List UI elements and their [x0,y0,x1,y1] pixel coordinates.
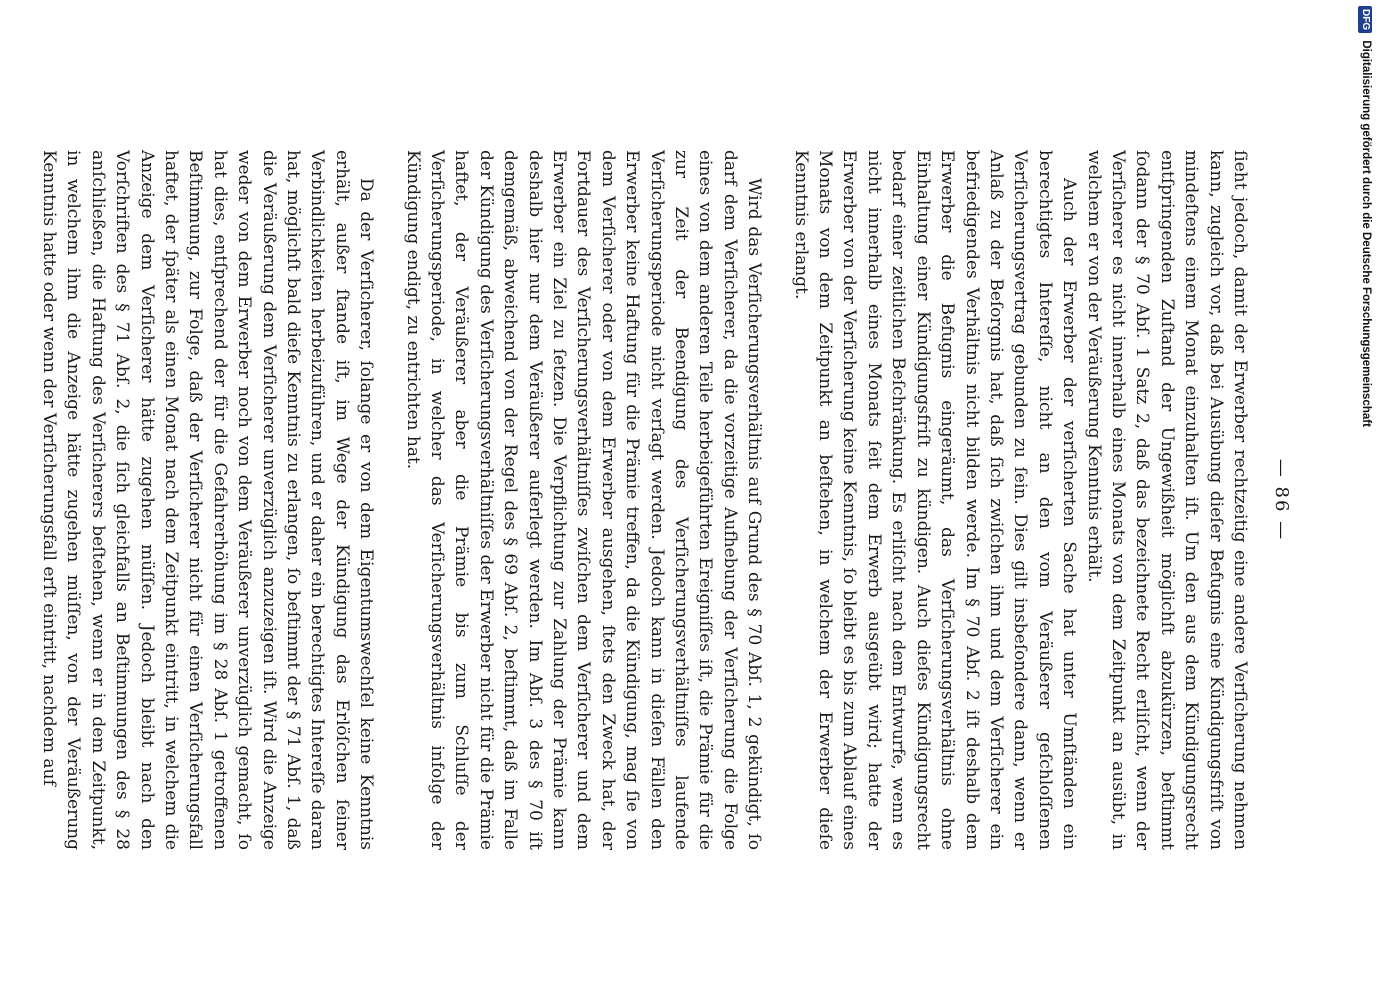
page-body [38,150,1292,850]
paragraph-3: Wird das Verſicherungsverhältnis auf Grund des § 70 Abſ. 1, 2 gekündigt, ſo darf dem Verſicherer, da die vorzeitige Aufhebung der Verſicherung die Folge eines von dem anderen Teile herbeigeführten Ereigniſſes iſt, die Prämie für die zur Zeit der Beendigung des Verſicherungsverhältniſſes laufende Verſicherungsperiode nicht verſagt werden. Jedoch kann in dieſen Fällen den Erwerber keine Haftung für die Prämie treffen, da die Kündigung, mag ſie von dem Verſicherer oder von dem Erwerber ausgehen, ſtets den Zweck hat, der Fortdauer des Verſicherungsverhältniſſes zwiſchen dem Verſicherer und dem Erwerber ein Ziel zu ſetzen. Die Verpflichtung zur Zahlung der Prämie kann deshalb hier nur dem Veräußerer auferlegt werden. Im Abſ. 3 des § 70 iſt demgemäß, abweichend von der Regel des § 69 Abſ. 2, beſtimmt, daß im Falle der Kündigung des Verſicherungsverhältniſſes der Erwerber nicht für die Prämie haftet, der Veräußerer aber die Prämie bis zum Schluſſe der Verſicherungsperiode, in welcher das Verſicherungsverhältnis infolge der Kündigung endigt, zu entrichten hat. [402,150,765,850]
paragraph-2: Auch der Erwerber der verſicherten Sache hat unter Umſtänden ein berechtigtes Intereſſe, nicht an den vom Veräußerer geſchloſſenen Verſicherungsvertrag gebunden zu ſein. Dies gilt insbeſondere dann, wenn er Anlaß zu der Beſorgnis hat, daß ſich zwiſchen ihm und dem Verſicherer ein befriedigendes Verhältnis nicht bilden werde. Im § 70 Abſ. 2 iſt deshalb dem Erwerber die Befugnis eingeräumt, das Verſicherungsverhältnis ohne Einhaltung einer Kündigungsfriſt zu kündigen. Auch dieſes Kündigungsrecht bedarf einer zeitlichen Beſchränkung. Es erliſcht nach dem Entwurfe, wenn es nicht innerhalb eines Monats ſeit dem Erwerb ausgeübt wird; hatte der Erwerber von der Verſicherung keine Kenntnis, ſo bleibt es bis zum Ablauf eines Monats von dem Zeitpunkt an beſtehen, in welchem der Erwerber dieſe Kenntnis erlangt. [790,150,1080,850]
digitization-notice-text: Digitalisierung gefördert durch die Deutsche Forschungsgemeinschaft [1360,40,1372,427]
paragraph-1: ſieht jedoch, damit der Erwerber rechtzeitig eine andere Verſicherung nehmen kann, zugleich vor, daß bei Ausübung dieſer Befugnis eine Kündigungsfriſt von mindeſtens einem Monat einzuhalten iſt. Um den aus dem Kündigungsrecht entſpringenden Zuſtand der Ungewißheit möglichſt abzukürzen, beſtimmt ſodann der § 70 Abſ. 1 Satz 2, daß das bezeichnete Recht erliſcht, wenn der Verſicherer es nicht innerhalb eines Monats von dem Zeitpunkt an ausübt, in welchem er von der Veräußerung Kenntnis erhält. [1083,150,1250,850]
digitization-notice [1356,6,1376,996]
paragraph-gap [766,150,788,850]
page-number: — 86 — [1271,458,1292,542]
dfg-logo: DFG [1358,6,1372,33]
paragraph-4: Da der Verſicherer, ſolange er von dem Eigentumswechſel keine Kenntnis erhält, außer ſtande iſt, im Wege der Kündigung das Erlöſchen ſeiner Verbindlichkeiten herbeizuführen, und er daher ein berechtigtes Intereſſe daran hat, möglichſt bald dieſe Kenntnis zu erlangen, ſo beſtimmt der § 71 Abſ. 1, daß die Veräußerung dem Verſicherer unverzüglich anzuzeigen iſt. Wird die Anzeige weder von dem Erwerber noch von dem Veräußerer unverzüglich gemacht, ſo hat dies, entſprechend der für die Gefahrerhöhung im § 28 Abſ. 1 getroffenen Beſtimmung, zur Folge, daß der Verſicherer nicht für einen Verſicherungsfall haftet, der ſpäter als einen Monat nach dem Zeitpunkt eintritt, in welchem die Anzeige dem Verſicherer hätte zugehen müſſen. Jedoch bleibt nach den Vorſchriften des § 71 Abſ. 2, die ſich gleichfalls an Beſtimmungen des § 28 anſchließen, die Haftung des Verſicherers beſtehen, wenn er in dem Zeitpunkt, in welchem ihm die Anzeige hätte zugehen müſſen, von der Veräußerung Kenntnis hatte oder wenn der Verſicherungsfall erſt eintritt, nachdem auf [38,150,377,850]
rotated-page [38,150,1292,850]
paragraph-gap [378,150,400,850]
